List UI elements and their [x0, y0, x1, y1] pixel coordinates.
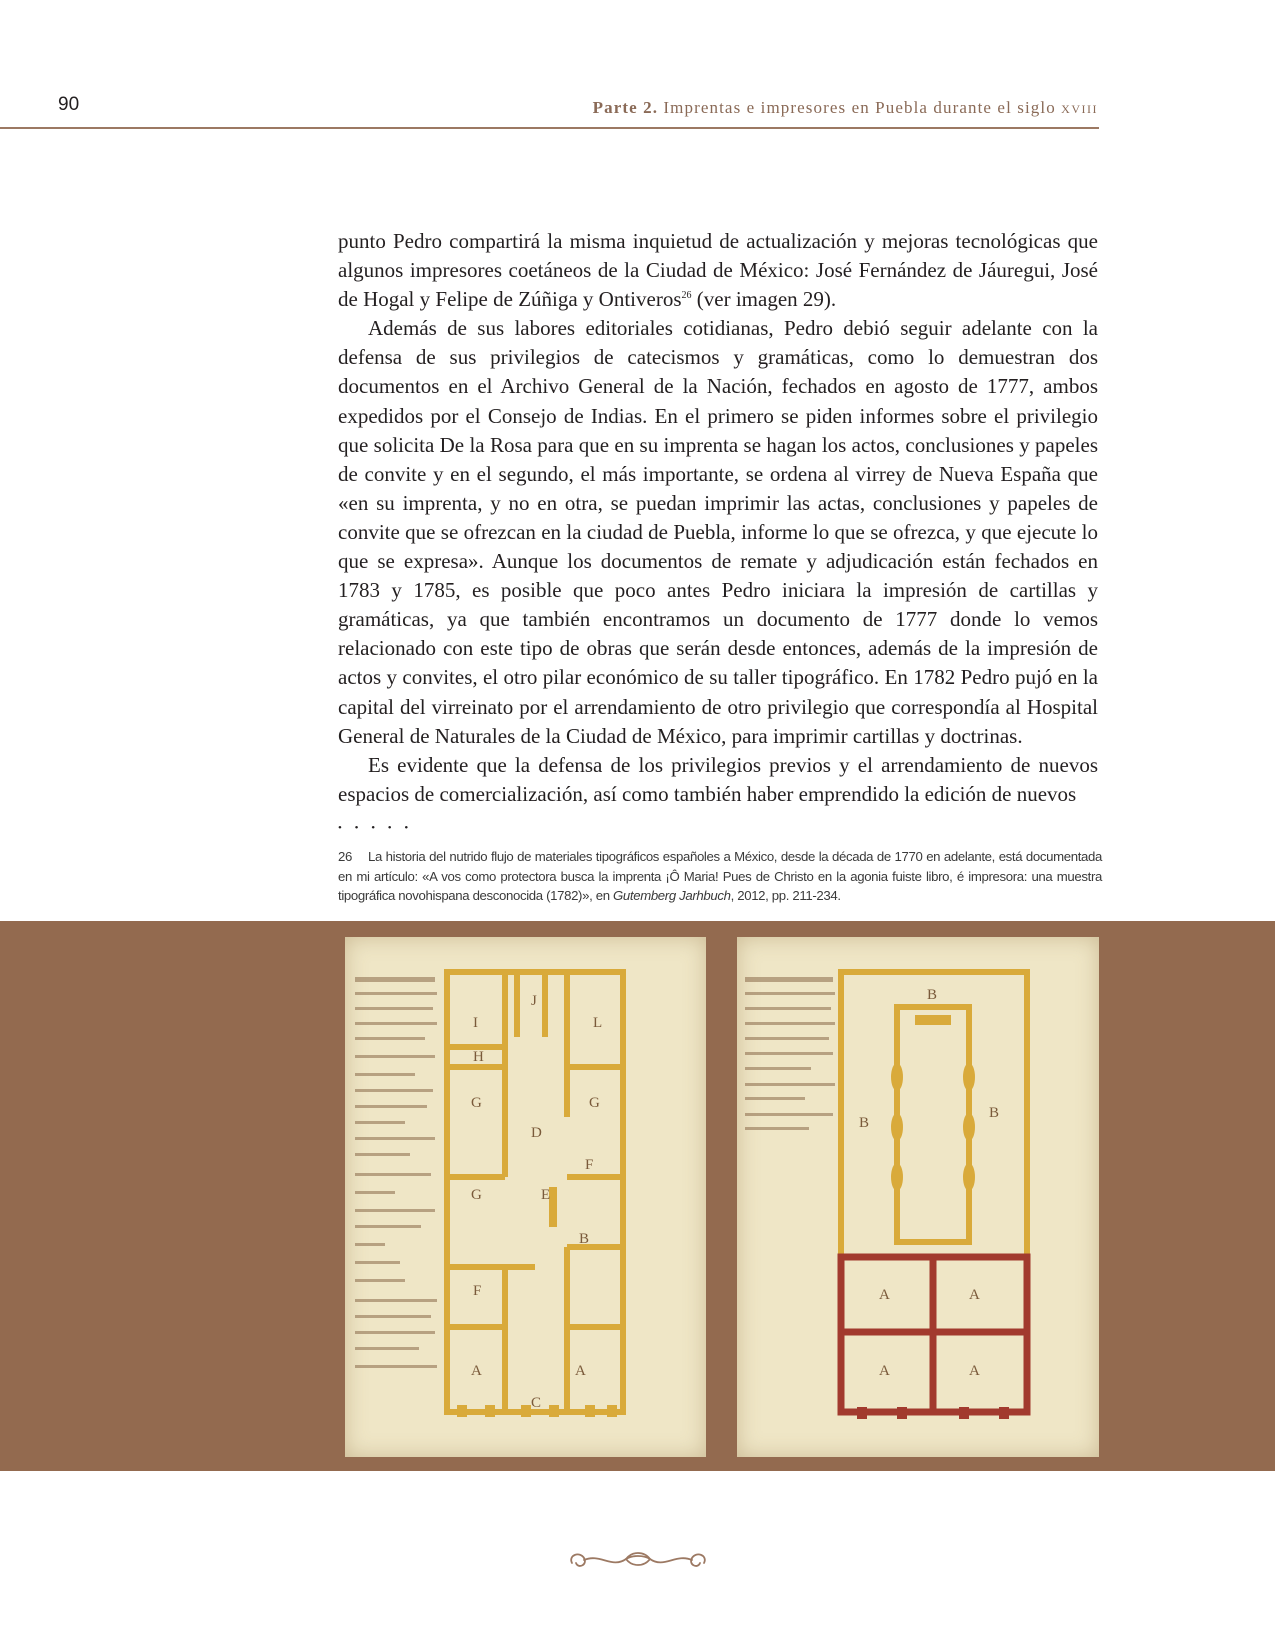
plan-label: D: [531, 1125, 542, 1141]
flourish-ornament-icon: [566, 1545, 710, 1575]
floor-plan-image-left: [345, 937, 706, 1457]
page-number: 90: [58, 94, 80, 115]
floor-plan-left-drawing: [345, 937, 706, 1457]
plan-label: B: [927, 987, 938, 1003]
plan-label: G: [471, 1187, 482, 1203]
footnote-separator: • • • • •: [338, 822, 414, 834]
body-text: [338, 227, 1098, 809]
running-head-part: Parte 2.: [592, 98, 659, 117]
plan-label: A: [969, 1287, 980, 1303]
plan-label: F: [585, 1157, 594, 1173]
plan-label: H: [473, 1049, 484, 1065]
plan-label: F: [473, 1283, 482, 1299]
plan-label: B: [859, 1115, 870, 1131]
footnote-text-end: , 2012, pp. 211-234.: [730, 888, 841, 903]
plan-label: I: [473, 1015, 478, 1031]
figure-band: [0, 921, 1275, 1471]
footnote-text: La historia del nutrido flujo de materiales tipográficos españoles a México, desde la década de 1770 en adelante, está documentada en mi artículo: «A vos como protectora busca la imprenta ¡Ô Maria! Pues de Christo en la agonia fuiste libro, é impresora: una muestra tipográfica novohispana desconocida (1782)», en: [338, 849, 1102, 903]
paragraph-2: Además de sus labores editoriales cotidianas, Pedro debió seguir adelante con la defensa de sus privilegios de catecismos y gramáticas, como lo demuestran dos documentos en el Archivo General de la Nación, fechados en agosto de 1777, ambos expedidos por el Consejo de Indias. En el primero se piden informes sobre el privilegio que solicita De la Rosa para que en su imprenta se hagan los actos, conclusiones y papeles de convite y en el segundo, el más importante, se ordena al virrey de Nueva España que «en su imprenta, y no en otra, se puedan imprimir las actas, conclusiones y papeles de convite que se ofrezcan en la ciudad de Puebla, informe lo que se ofrezca, y que ejecute lo que se expresa». Aunque los documentos de remate y adjudicación están fechados en 1783 y 1785, es posible que poco antes Pedro iniciara la impresión de cartillas y gramáticas, ya que también encontramos un documento de 1777 donde lo vemos relacionado con este tipo de obras que serán desde entonces, además de la impresión de actos y convites, el otro pilar económico de su taller tipográfico. En 1782 Pedro pujó en la capital del virreinato por el arrendamiento de otro privilegio que correspondía al Hospital General de Naturales de la Ciudad de México, para imprimir cartillas y doctrinas.: [338, 316, 1098, 748]
plan-label: A: [471, 1363, 482, 1379]
paragraph-3: Es evidente que la defensa de los privilegios previos y el arrendamiento de nuevos espacios de comercialización, así como también haber emprendido la edición de nuevos: [338, 752, 1098, 806]
paragraph-1-text: punto Pedro compartirá la misma inquietud de actualización y mejoras tecnológicas que algunos impresores coetáneos de la Ciudad de México: José Fernández de Jáuregui, José de Hogal y Felipe de Zúñiga y Ontiveros: [338, 229, 1098, 312]
plan-label: A: [969, 1363, 980, 1379]
plan-label: A: [879, 1363, 890, 1379]
paragraph-1-tail: (ver imagen 29).: [691, 287, 837, 312]
plan-label: G: [589, 1095, 600, 1111]
footnote-number: 26: [338, 849, 352, 864]
running-head: [593, 98, 1098, 118]
floor-plan-right-drawing: [737, 937, 1099, 1457]
footnote-journal: Gutemberg Jarhbuch: [613, 888, 731, 903]
paragraph-1: [338, 227, 1098, 314]
plan-label: C: [531, 1395, 542, 1411]
header-rule: [0, 127, 1099, 129]
footnote: [338, 847, 1102, 906]
plan-label: J: [531, 993, 537, 1009]
plan-label: A: [879, 1287, 890, 1303]
plan-label: A: [575, 1363, 586, 1379]
running-head-century: xviii: [1061, 98, 1098, 117]
floor-plan-image-right: [737, 937, 1099, 1457]
plan-label: L: [593, 1015, 603, 1031]
plan-label: B: [579, 1231, 590, 1247]
plan-label: E: [541, 1187, 551, 1203]
plan-label: G: [471, 1095, 482, 1111]
footnote-ref[interactable]: 26: [681, 290, 692, 302]
plan-label: B: [989, 1105, 1000, 1121]
running-head-title: Imprentas e impresores en Puebla durante el siglo: [663, 98, 1056, 117]
